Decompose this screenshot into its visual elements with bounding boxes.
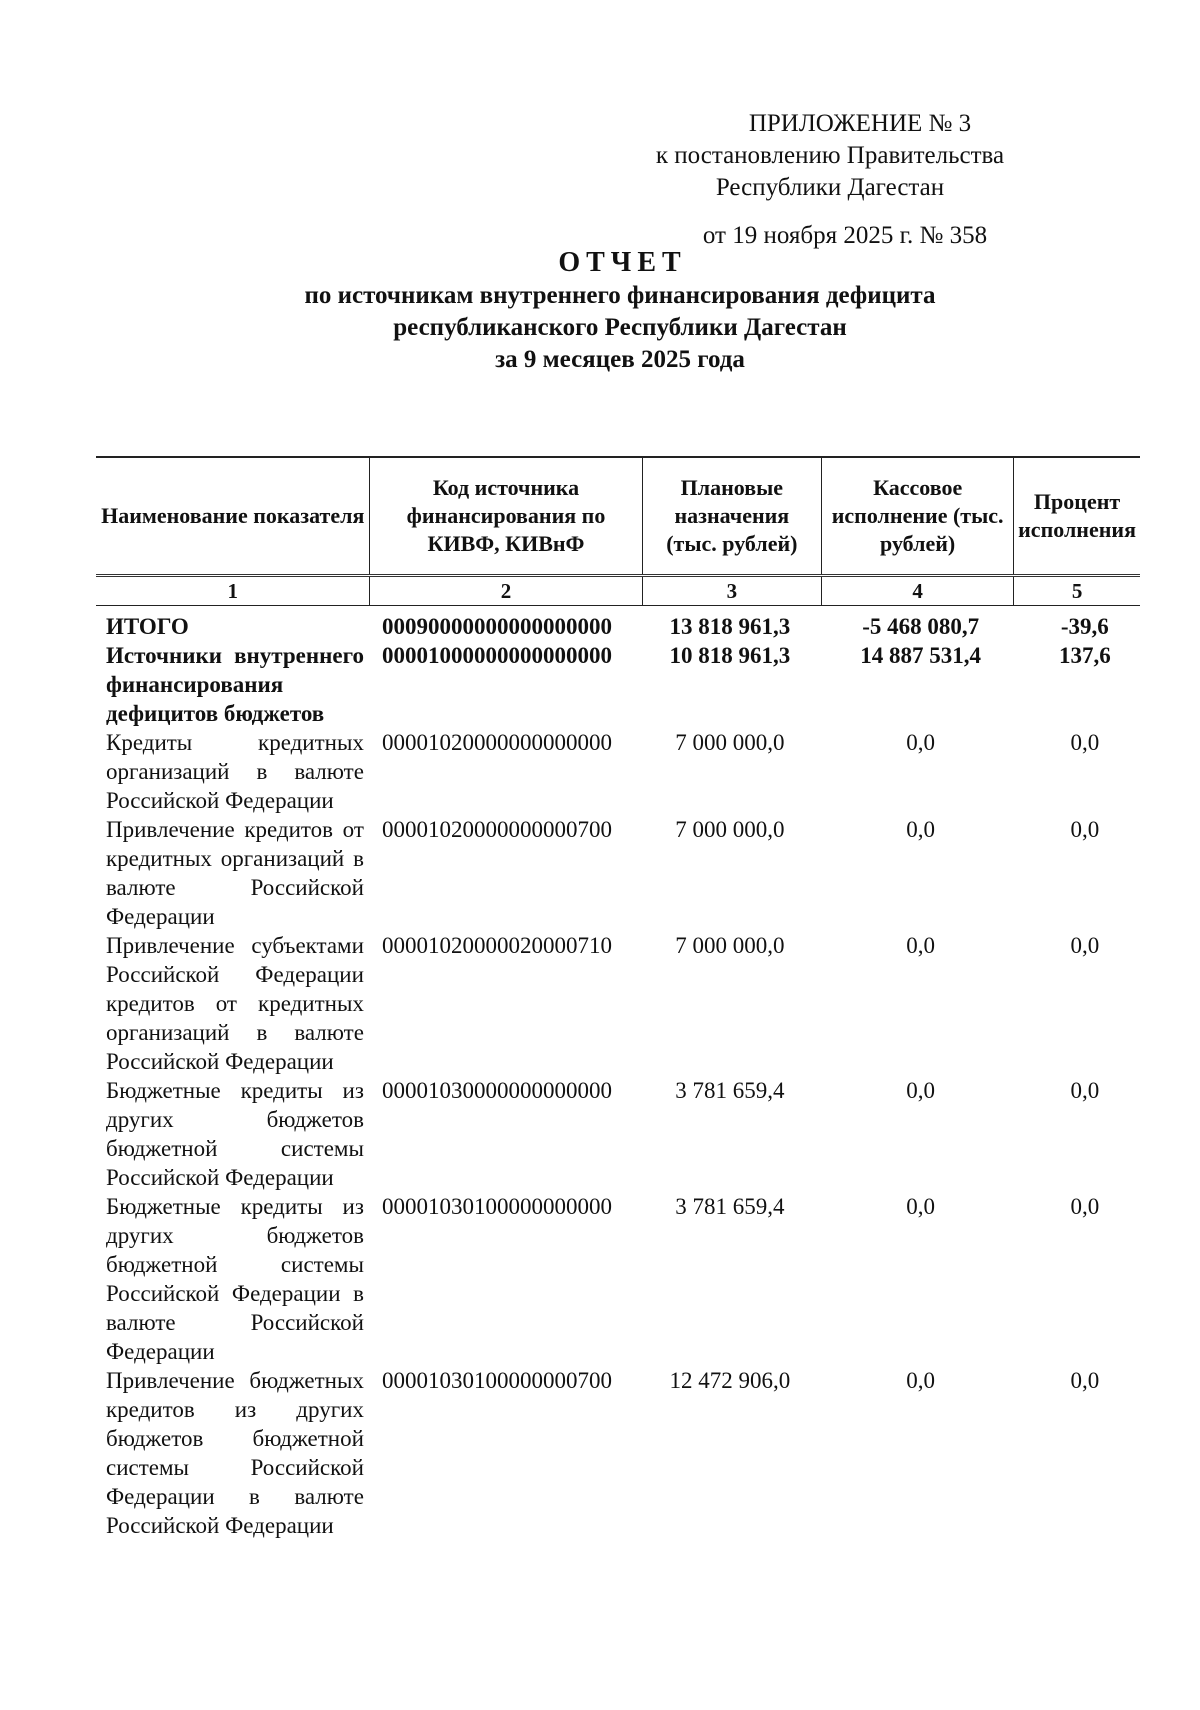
- row-plan: 10 818 961,3: [669, 643, 791, 668]
- row-name: Источники внутреннего финансирования дефицитов бюджетов: [106, 643, 364, 726]
- report-subtitle-3: за 9 месяцев 2025 года: [495, 346, 745, 373]
- report-subtitle-1: по источникам внутреннего финансирования дефицита: [304, 282, 936, 309]
- column-number: 3: [642, 576, 822, 606]
- column-number-row: [96, 576, 1140, 606]
- row-code: 00001020000020000710: [381, 933, 612, 958]
- row-cash: 0,0: [906, 1078, 936, 1103]
- column-number: 4: [822, 576, 1014, 606]
- report-table: [96, 456, 1140, 1540]
- appendix-republic: Республики Дагестан: [715, 174, 945, 201]
- row-code: 00090000000000000000: [381, 614, 612, 639]
- row-code: 00001000000000000000: [381, 643, 612, 668]
- report-title: ОТЧЕТ: [558, 247, 687, 278]
- table-row: [96, 1192, 1140, 1366]
- table-header-row: [96, 457, 1140, 576]
- row-plan: 7 000 000,0: [675, 817, 785, 842]
- header-source-code: Код источника финансирования по КИВФ, КИВнФ: [370, 457, 642, 576]
- appendix-number: ПРИЛОЖЕНИЕ № 3: [748, 110, 972, 137]
- row-cash: 0,0: [906, 1368, 936, 1393]
- row-name: Привлечение бюджетных кредитов из других бюджетов бюджетной системы Российской Федерации в валюте Российской Федерации: [106, 1368, 364, 1538]
- report-title-block: [0, 246, 1200, 376]
- row-cash: 14 887 531,4: [860, 643, 982, 668]
- table-row: [96, 641, 1140, 728]
- row-name: Бюджетные кредиты из других бюджетов бюджетной системы Российской Федерации в валюте Российской Федерации: [106, 1194, 364, 1364]
- row-percent: 0,0: [1070, 817, 1100, 842]
- header-cash-execution: Кассовое исполнение (тыс. рублей): [822, 457, 1014, 576]
- table-row: [96, 815, 1140, 931]
- row-name: Кредиты кредитных организаций в валюте Российской Федерации: [106, 730, 364, 813]
- row-code: 00001030100000000000: [381, 1194, 612, 1219]
- row-plan: 7 000 000,0: [675, 933, 785, 958]
- row-cash: 0,0: [906, 817, 936, 842]
- appendix-to-decree: к постановлению Правительства: [655, 142, 1005, 169]
- row-percent: 0,0: [1070, 1078, 1100, 1103]
- row-code: 00001020000000000000: [381, 730, 612, 755]
- report-subtitle-2: республиканского Республики Дагестан: [393, 314, 847, 341]
- row-name: Бюджетные кредиты из других бюджетов бюджетной системы Российской Федерации: [106, 1078, 364, 1190]
- row-plan: 3 781 659,4: [675, 1078, 785, 1103]
- row-percent: 0,0: [1070, 933, 1100, 958]
- row-cash: 0,0: [906, 730, 936, 755]
- table-row: [96, 931, 1140, 1076]
- row-name: ИТОГО: [106, 614, 189, 639]
- appendix-date: от 19 ноября 2025 г. № 358: [702, 222, 988, 249]
- row-plan: 13 818 961,3: [669, 614, 791, 639]
- row-percent: 0,0: [1070, 1368, 1100, 1393]
- row-cash: -5 468 080,7: [862, 614, 980, 639]
- header-planned: Плановые назначения (тыс. рублей): [642, 457, 822, 576]
- row-cash: 0,0: [906, 933, 936, 958]
- table-row: [96, 728, 1140, 815]
- row-plan: 12 472 906,0: [669, 1368, 791, 1393]
- table-row: [96, 606, 1140, 642]
- row-name: Привлечение кредитов от кредитных организаций в валюте Российской Федерации: [106, 817, 364, 929]
- row-plan: 7 000 000,0: [675, 730, 785, 755]
- header-indicator-name: Наименование показателя: [96, 457, 370, 576]
- row-plan: 3 781 659,4: [675, 1194, 785, 1219]
- column-number: 2: [370, 576, 642, 606]
- column-number: 5: [1014, 576, 1140, 606]
- row-percent: 0,0: [1070, 1194, 1100, 1219]
- row-code: 00001030000000000000: [381, 1078, 612, 1103]
- column-number: 1: [96, 576, 370, 606]
- row-percent: 0,0: [1070, 730, 1100, 755]
- row-percent: 137,6: [1058, 643, 1111, 668]
- header-percent: Процент исполнения: [1014, 457, 1140, 576]
- table-row: [96, 1366, 1140, 1540]
- row-cash: 0,0: [906, 1194, 936, 1219]
- row-percent: -39,6: [1060, 614, 1109, 639]
- row-code: 00001020000000000700: [381, 817, 612, 842]
- row-name: Привлечение субъектами Российской Федерации кредитов от кредитных организаций в валюте Российской Федерации: [106, 933, 364, 1074]
- appendix-header: [580, 108, 1080, 252]
- table-row: [96, 1076, 1140, 1192]
- row-code: 00001030100000000700: [381, 1368, 612, 1393]
